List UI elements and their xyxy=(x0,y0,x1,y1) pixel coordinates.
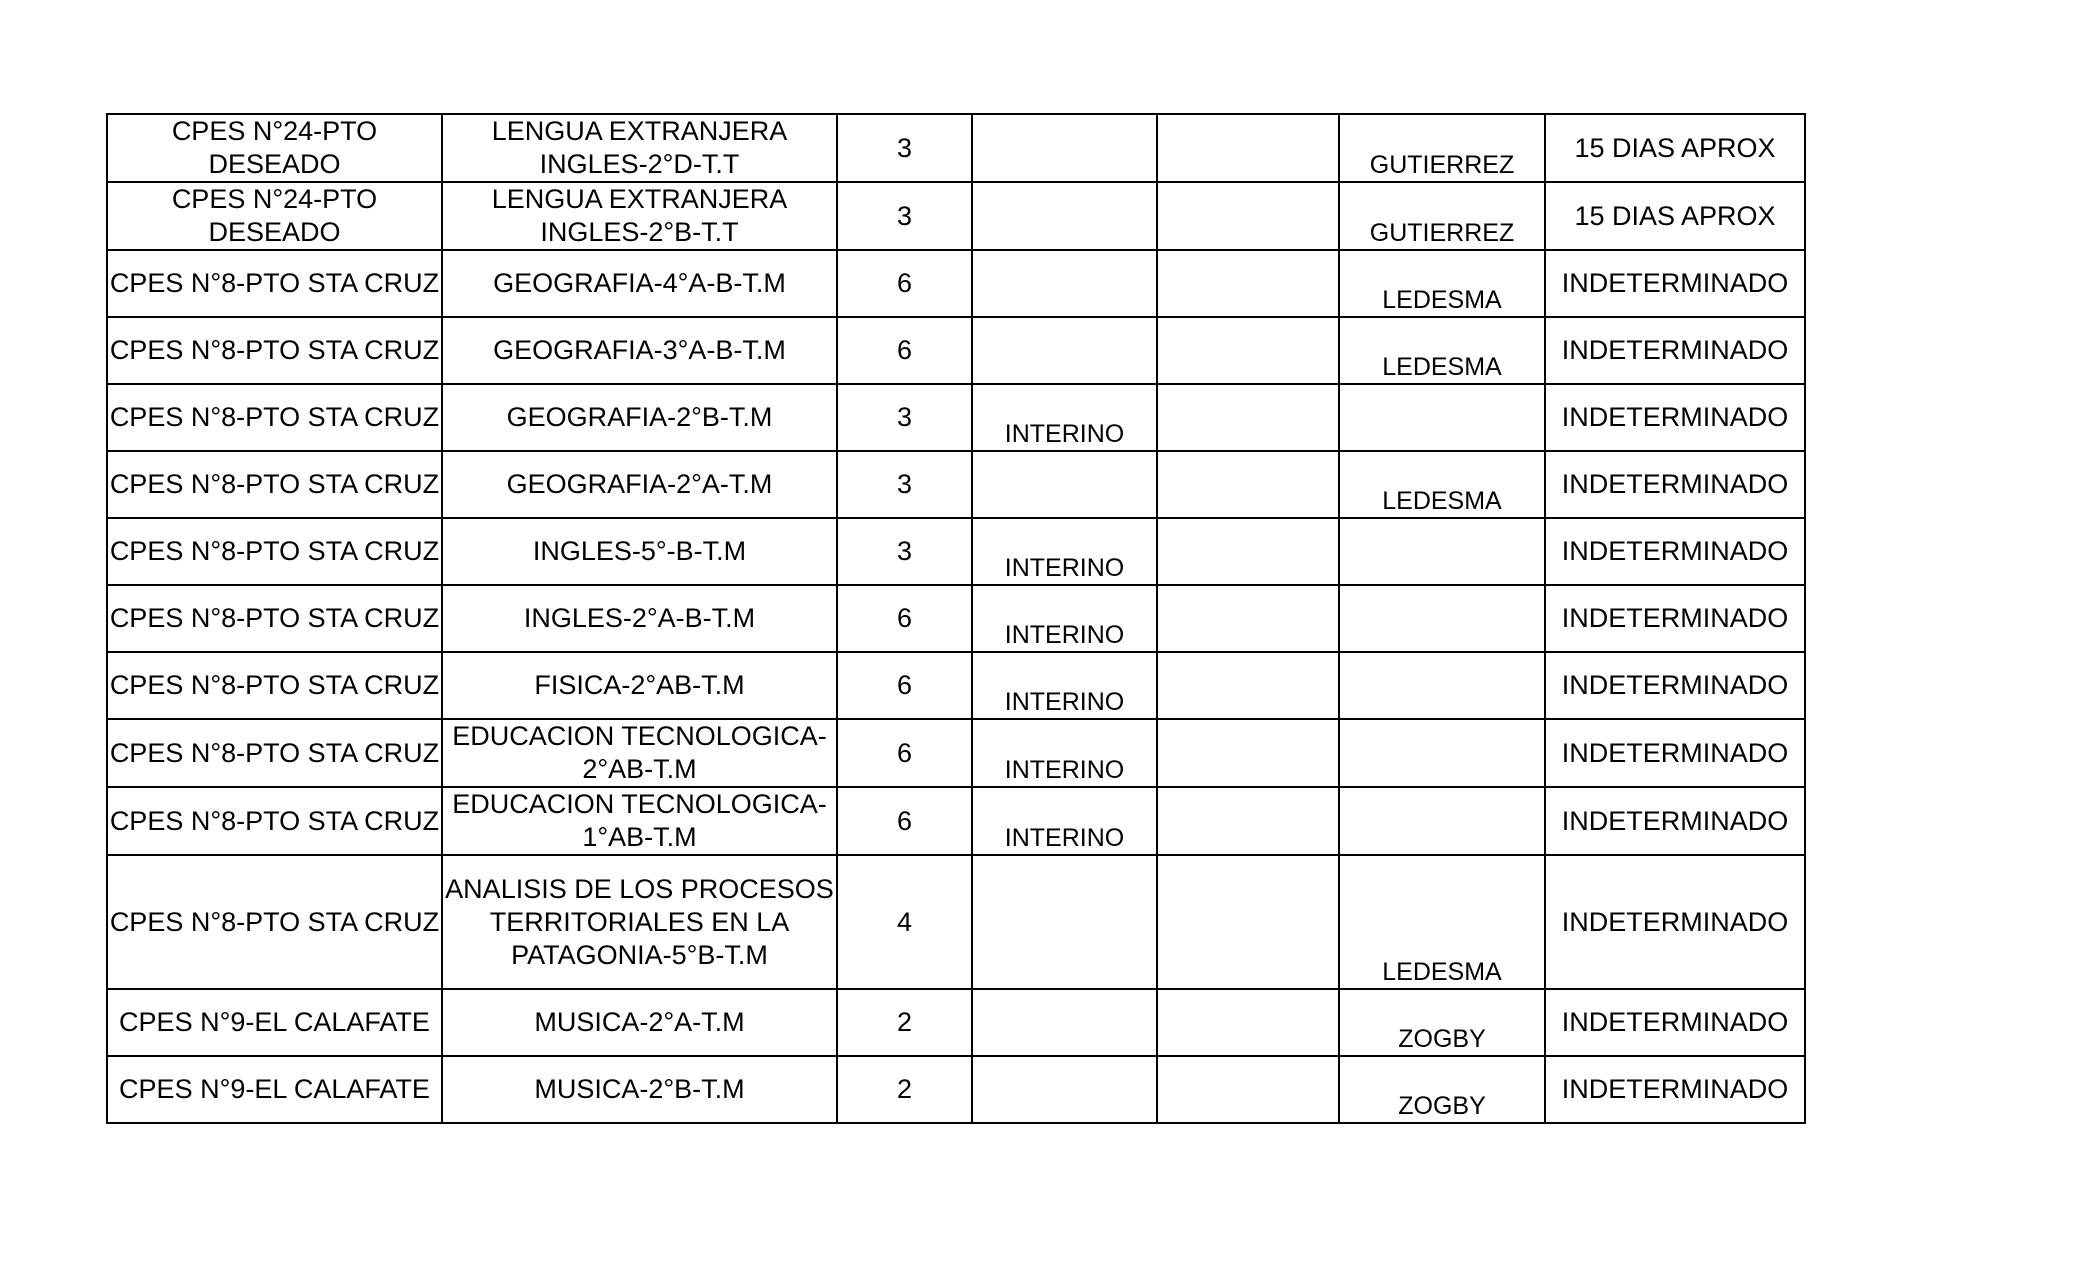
hours-cell-text: 4 xyxy=(896,906,913,937)
subject-cell xyxy=(442,384,837,451)
subject-cell-text: GEOGRAFIA-4°A-B-T.M xyxy=(493,268,786,298)
hours-cell-text: 2 xyxy=(896,1007,913,1037)
school-cell xyxy=(107,518,442,585)
school-cell xyxy=(107,652,442,719)
table-row xyxy=(107,182,1805,250)
school-cell-text: CPES N°8-PTO STA CRUZ xyxy=(109,536,440,566)
duration-cell xyxy=(1545,855,1805,989)
duration-cell-text: 15 DIAS APROX xyxy=(1574,132,1776,163)
vacancies-table xyxy=(106,113,1806,1124)
table-body xyxy=(107,114,1805,1123)
duration-cell xyxy=(1545,451,1805,518)
table-row xyxy=(107,1056,1805,1123)
hours-cell xyxy=(837,719,972,787)
teacher-cell-text: ZOGBY xyxy=(1398,1025,1486,1053)
duration-cell xyxy=(1545,989,1805,1056)
subject-cell-text: MUSICA-2°B-T.M xyxy=(534,1074,745,1104)
empty-cell xyxy=(1157,787,1339,855)
school-cell-text: CPES N°8-PTO STA CRUZ xyxy=(109,469,440,499)
status-cell xyxy=(972,855,1157,989)
status-cell-text: INTERINO xyxy=(1004,420,1125,448)
status-cell xyxy=(972,585,1157,652)
hours-cell-text: 6 xyxy=(896,335,913,365)
hours-cell xyxy=(837,652,972,719)
teacher-cell xyxy=(1339,652,1545,719)
subject-cell-text: EDUCACION TECNOLOGICA-1°AB-T.M xyxy=(452,789,827,852)
empty-cell xyxy=(1157,1056,1339,1123)
status-cell-text: INTERINO xyxy=(1004,824,1125,852)
status-cell xyxy=(972,384,1157,451)
hours-cell-text: 3 xyxy=(896,402,913,432)
subject-cell-text: FISICA-2°AB-T.M xyxy=(534,670,745,700)
school-cell-text: CPES N°8-PTO STA CRUZ xyxy=(109,737,440,768)
status-cell-text: INTERINO xyxy=(1004,554,1125,582)
subject-cell-text: INGLES-5°-B-T.M xyxy=(532,536,747,566)
hours-cell xyxy=(837,585,972,652)
school-cell-text: CPES N°8-PTO STA CRUZ xyxy=(109,268,440,298)
hours-cell xyxy=(837,518,972,585)
teacher-cell-text: LEDESMA xyxy=(1382,353,1502,381)
teacher-cell-text: LEDESMA xyxy=(1382,286,1502,314)
hours-cell xyxy=(837,250,972,317)
teacher-cell xyxy=(1339,585,1545,652)
subject-cell xyxy=(442,719,837,787)
teacher-cell-text: ZOGBY xyxy=(1398,1092,1486,1120)
subject-cell-text: INGLES-2°A-B-T.M xyxy=(523,603,756,633)
teacher-cell xyxy=(1339,317,1545,384)
hours-cell-text: 6 xyxy=(896,670,913,700)
hours-cell xyxy=(837,182,972,250)
duration-cell-text: INDETERMINADO xyxy=(1561,670,1789,700)
teacher-cell xyxy=(1339,114,1545,182)
duration-cell-text: INDETERMINADO xyxy=(1561,469,1789,499)
school-cell xyxy=(107,989,442,1056)
subject-cell xyxy=(442,114,837,182)
duration-cell xyxy=(1545,1056,1805,1123)
duration-cell xyxy=(1545,585,1805,652)
duration-cell-text: INDETERMINADO xyxy=(1561,805,1789,836)
teacher-cell xyxy=(1339,787,1545,855)
teacher-cell xyxy=(1339,518,1545,585)
duration-cell-text: INDETERMINADO xyxy=(1561,268,1789,298)
empty-cell xyxy=(1157,250,1339,317)
school-cell xyxy=(107,585,442,652)
teacher-cell xyxy=(1339,250,1545,317)
hours-cell-text: 6 xyxy=(896,603,913,633)
status-cell xyxy=(972,989,1157,1056)
school-cell xyxy=(107,384,442,451)
hours-cell xyxy=(837,384,972,451)
teacher-cell xyxy=(1339,451,1545,518)
school-cell-text: CPES N°8-PTO STA CRUZ xyxy=(109,402,440,432)
empty-cell xyxy=(1157,585,1339,652)
hours-cell xyxy=(837,317,972,384)
hours-cell-text: 6 xyxy=(896,737,913,768)
empty-cell xyxy=(1157,317,1339,384)
school-cell-text: CPES N°24-PTO DESEADO xyxy=(171,116,378,179)
subject-cell xyxy=(442,787,837,855)
status-cell xyxy=(972,518,1157,585)
table-row xyxy=(107,114,1805,182)
subject-cell xyxy=(442,652,837,719)
table-row xyxy=(107,855,1805,989)
teacher-cell xyxy=(1339,384,1545,451)
table-row xyxy=(107,787,1805,855)
school-cell xyxy=(107,787,442,855)
hours-cell-text: 6 xyxy=(896,268,913,298)
empty-cell xyxy=(1157,114,1339,182)
subject-cell xyxy=(442,317,837,384)
empty-cell xyxy=(1157,855,1339,989)
empty-cell xyxy=(1157,384,1339,451)
duration-cell xyxy=(1545,518,1805,585)
status-cell xyxy=(972,250,1157,317)
teacher-cell-text: GUTIERREZ xyxy=(1369,219,1515,247)
subject-cell-text: LENGUA EXTRANJERA INGLES-2°D-T.T xyxy=(491,116,788,179)
hours-cell-text: 3 xyxy=(896,200,913,231)
subject-cell-text: LENGUA EXTRANJERA INGLES-2°B-T.T xyxy=(491,184,788,247)
hours-cell xyxy=(837,989,972,1056)
duration-cell xyxy=(1545,317,1805,384)
subject-cell xyxy=(442,250,837,317)
status-cell xyxy=(972,787,1157,855)
subject-cell-text: GEOGRAFIA-2°A-T.M xyxy=(506,469,773,499)
table-row xyxy=(107,451,1805,518)
hours-cell xyxy=(837,451,972,518)
subject-cell xyxy=(442,855,837,989)
table-row xyxy=(107,250,1805,317)
empty-cell xyxy=(1157,652,1339,719)
duration-cell xyxy=(1545,787,1805,855)
table-row xyxy=(107,317,1805,384)
school-cell-text: CPES N°8-PTO STA CRUZ xyxy=(109,335,440,365)
teacher-cell xyxy=(1339,719,1545,787)
teacher-cell xyxy=(1339,182,1545,250)
status-cell xyxy=(972,114,1157,182)
hours-cell xyxy=(837,114,972,182)
subject-cell-text: MUSICA-2°A-T.M xyxy=(534,1007,745,1037)
duration-cell xyxy=(1545,114,1805,182)
duration-cell xyxy=(1545,652,1805,719)
school-cell xyxy=(107,719,442,787)
subject-cell-text: EDUCACION TECNOLOGICA-2°AB-T.M xyxy=(452,721,827,784)
school-cell-text: CPES N°8-PTO STA CRUZ xyxy=(109,906,440,937)
subject-cell xyxy=(442,1056,837,1123)
table-row xyxy=(107,719,1805,787)
status-cell-text: INTERINO xyxy=(1004,688,1125,716)
duration-cell xyxy=(1545,182,1805,250)
teacher-cell xyxy=(1339,855,1545,989)
subject-cell xyxy=(442,585,837,652)
school-cell xyxy=(107,250,442,317)
hours-cell xyxy=(837,1056,972,1123)
table-row xyxy=(107,518,1805,585)
subject-cell-text: ANALISIS DE LOS PROCESOS TERRITORIALES EN LA PATAGONIA-5°B-T.M xyxy=(445,873,834,970)
subject-cell xyxy=(442,451,837,518)
school-cell xyxy=(107,114,442,182)
status-cell xyxy=(972,652,1157,719)
hours-cell-text: 3 xyxy=(896,132,913,163)
subject-cell xyxy=(442,989,837,1056)
status-cell xyxy=(972,451,1157,518)
status-cell-text: INTERINO xyxy=(1004,621,1125,649)
empty-cell xyxy=(1157,989,1339,1056)
duration-cell-text: INDETERMINADO xyxy=(1561,906,1789,937)
empty-cell xyxy=(1157,451,1339,518)
duration-cell-text: INDETERMINADO xyxy=(1561,335,1789,365)
subject-cell-text: GEOGRAFIA-3°A-B-T.M xyxy=(493,335,786,365)
hours-cell xyxy=(837,787,972,855)
status-cell xyxy=(972,1056,1157,1123)
school-cell-text: CPES N°8-PTO STA CRUZ xyxy=(109,670,440,700)
duration-cell-text: INDETERMINADO xyxy=(1561,1074,1789,1104)
teacher-cell-text: GUTIERREZ xyxy=(1369,151,1515,179)
empty-cell xyxy=(1157,719,1339,787)
school-cell-text: CPES N°8-PTO STA CRUZ xyxy=(109,805,440,836)
table-row xyxy=(107,989,1805,1056)
duration-cell-text: INDETERMINADO xyxy=(1561,402,1789,432)
duration-cell xyxy=(1545,250,1805,317)
hours-cell-text: 3 xyxy=(896,536,913,566)
duration-cell-text: 15 DIAS APROX xyxy=(1574,200,1776,231)
subject-cell-text: GEOGRAFIA-2°B-T.M xyxy=(506,402,773,432)
hours-cell-text: 6 xyxy=(896,805,913,836)
table-row xyxy=(107,384,1805,451)
teacher-cell xyxy=(1339,1056,1545,1123)
status-cell xyxy=(972,719,1157,787)
status-cell-text: INTERINO xyxy=(1004,756,1125,784)
teacher-cell xyxy=(1339,989,1545,1056)
school-cell xyxy=(107,855,442,989)
school-cell xyxy=(107,1056,442,1123)
duration-cell-text: INDETERMINADO xyxy=(1561,603,1789,633)
empty-cell xyxy=(1157,182,1339,250)
duration-cell-text: INDETERMINADO xyxy=(1561,737,1789,768)
subject-cell xyxy=(442,518,837,585)
school-cell xyxy=(107,317,442,384)
duration-cell xyxy=(1545,384,1805,451)
hours-cell xyxy=(837,855,972,989)
duration-cell-text: INDETERMINADO xyxy=(1561,1007,1789,1037)
subject-cell xyxy=(442,182,837,250)
table-row xyxy=(107,585,1805,652)
school-cell-text: CPES N°8-PTO STA CRUZ xyxy=(109,603,440,633)
empty-cell xyxy=(1157,518,1339,585)
duration-cell xyxy=(1545,719,1805,787)
status-cell xyxy=(972,317,1157,384)
hours-cell-text: 3 xyxy=(896,469,913,499)
teacher-cell-text: LEDESMA xyxy=(1382,958,1502,986)
hours-cell-text: 2 xyxy=(896,1074,913,1104)
teacher-cell-text: LEDESMA xyxy=(1382,487,1502,515)
duration-cell-text: INDETERMINADO xyxy=(1561,536,1789,566)
school-cell-text: CPES N°9-EL CALAFATE xyxy=(119,1007,430,1037)
school-cell xyxy=(107,182,442,250)
school-cell xyxy=(107,451,442,518)
school-cell-text: CPES N°9-EL CALAFATE xyxy=(119,1074,430,1104)
table-row xyxy=(107,652,1805,719)
status-cell xyxy=(972,182,1157,250)
school-cell-text: CPES N°24-PTO DESEADO xyxy=(171,184,378,247)
